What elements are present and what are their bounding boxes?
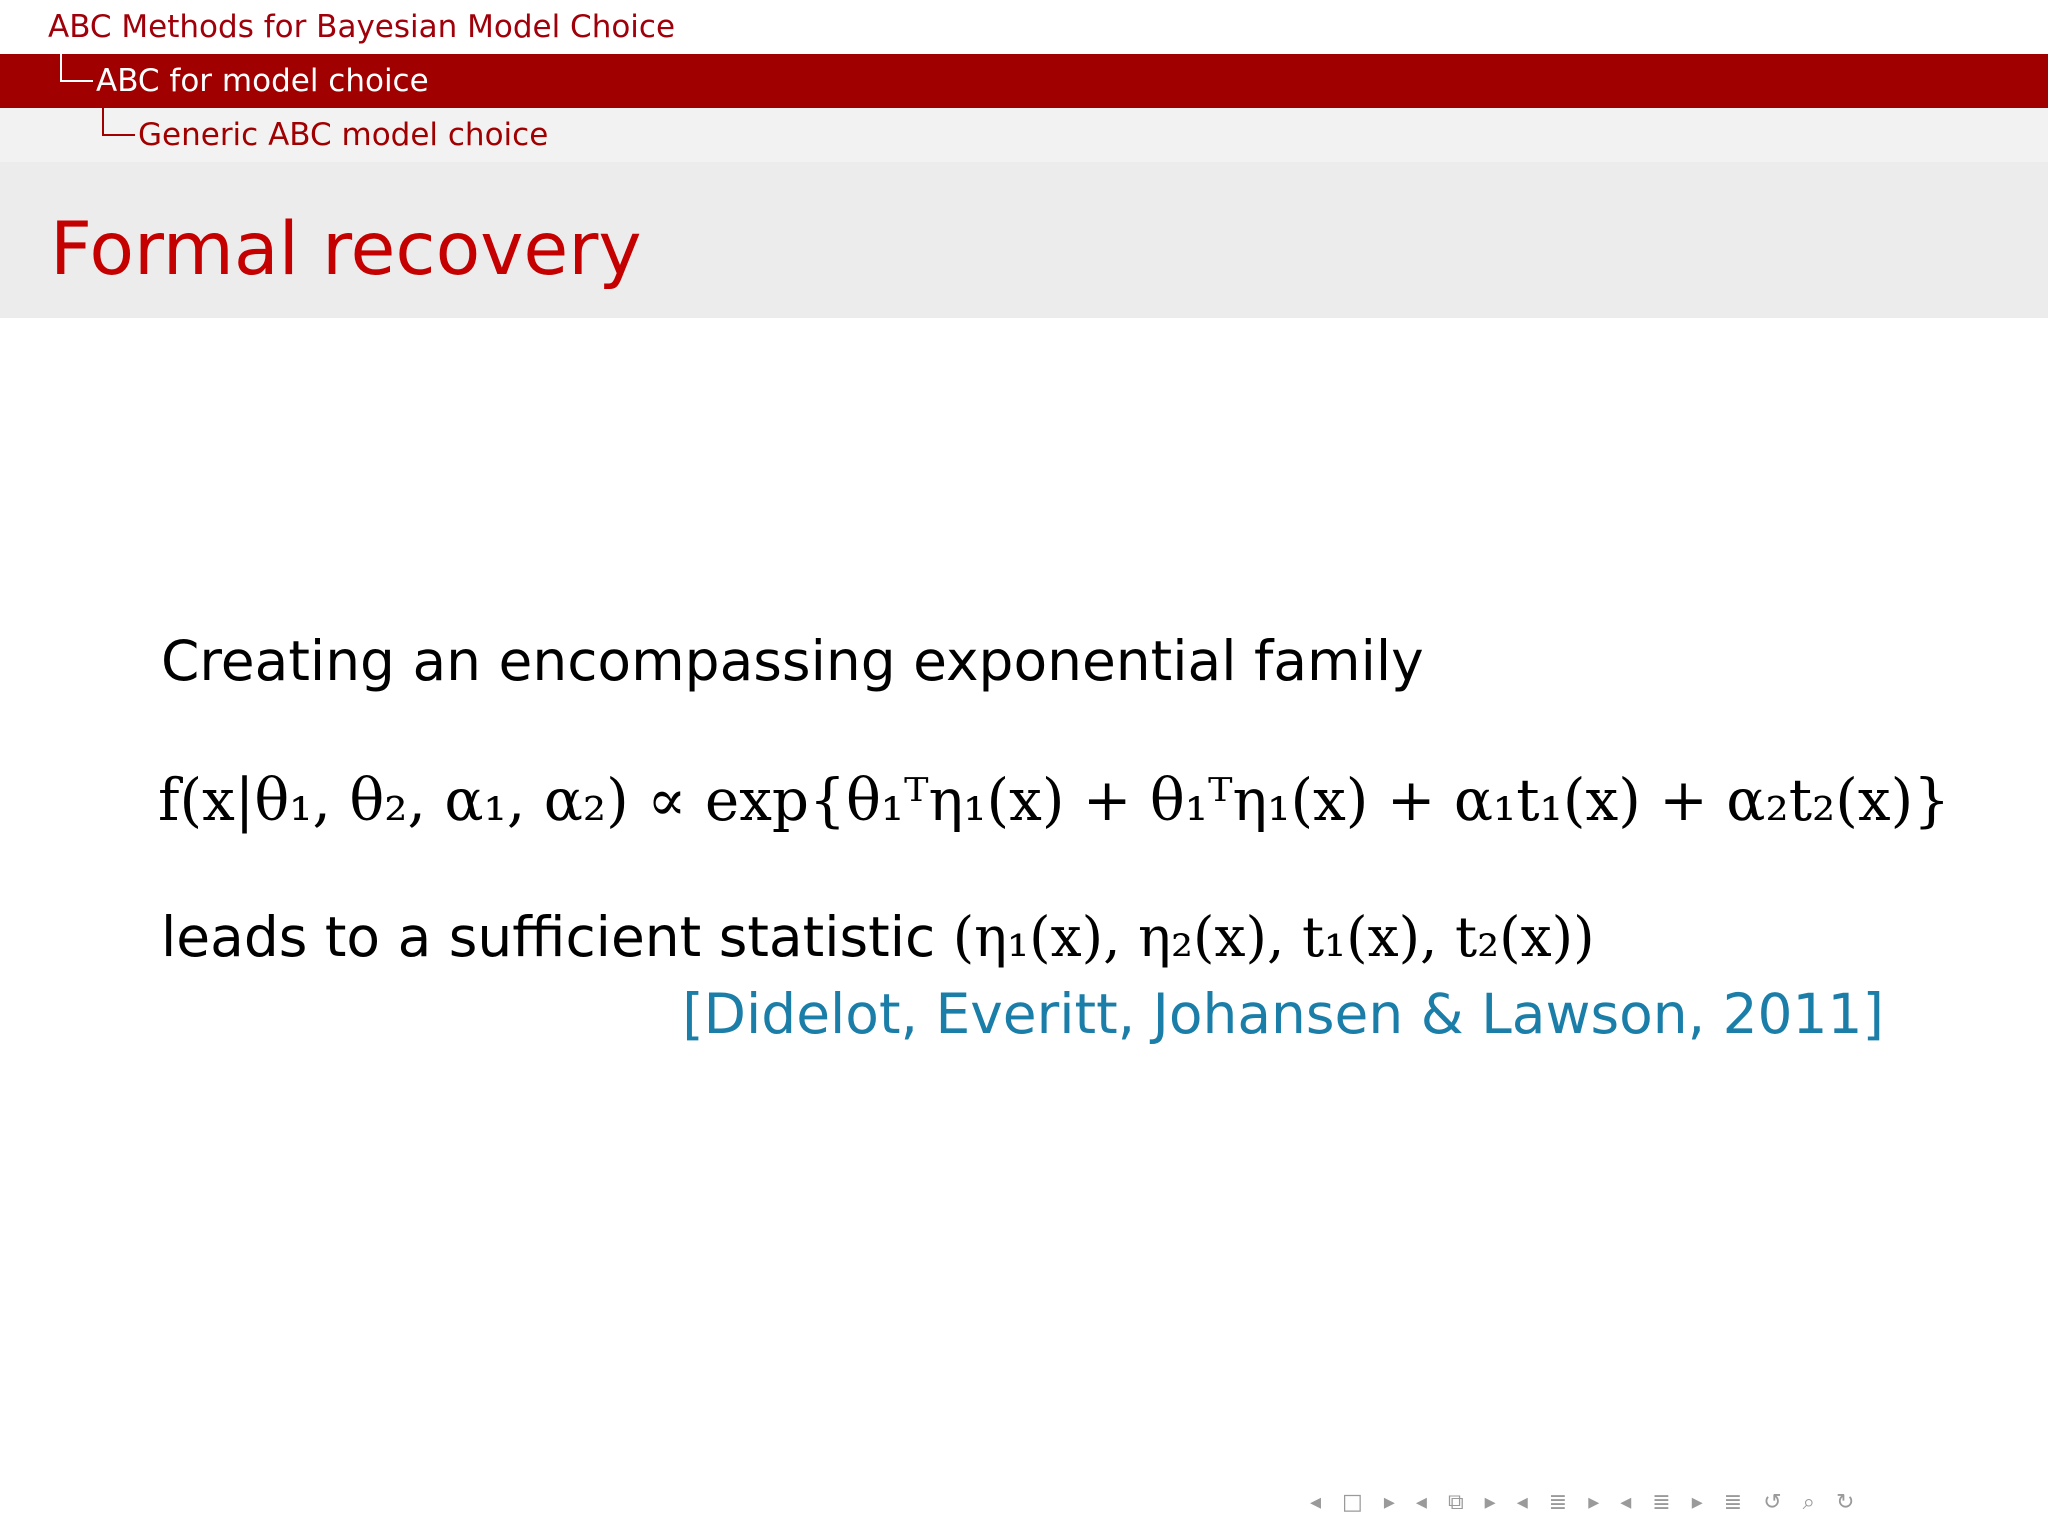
tree-connector — [60, 54, 93, 82]
back-icon[interactable]: ↺ — [1763, 1490, 1782, 1515]
prev-slide-icon[interactable]: ◂ — [1310, 1490, 1322, 1515]
slide-icon[interactable]: □ — [1342, 1490, 1363, 1515]
header-subsection[interactable]: ABC for model choice — [96, 63, 429, 99]
prev-subsection-icon[interactable]: ◂ — [1516, 1490, 1528, 1515]
body-line-1: Creating an encompassing exponential family — [161, 629, 1424, 693]
forward-icon[interactable]: ↻ — [1835, 1490, 1855, 1515]
next-subsection-icon[interactable]: ▸ — [1588, 1490, 1600, 1515]
frame-title: Formal recovery — [50, 207, 642, 292]
beamer-navigation-bar — [1310, 1490, 2030, 1522]
body-line-3 — [161, 906, 1595, 968]
next-section-icon[interactable]: ▸ — [1691, 1490, 1703, 1515]
exponential-family-formula: f(x|θ₁, θ₂, α₁, α₂) ∝ exp{θ₁ᵀη₁(x) + θ₁ᵀη₁(x) + α₁t₁(x) + α₂t₂(x)} — [158, 766, 1951, 834]
sufficient-statistic-formula: (η₁(x), η₂(x), t₁(x), t₂(x)) — [952, 905, 1595, 969]
frame-title-bar — [0, 162, 2048, 318]
frame-icon[interactable]: ⧉ — [1447, 1490, 1464, 1515]
document-icon[interactable]: ≣ — [1723, 1490, 1743, 1515]
header-subsection-row — [0, 54, 2048, 108]
header-subsubsection-row — [0, 108, 2048, 162]
search-icon[interactable]: ⌕ — [1802, 1490, 1815, 1515]
next-frame-icon[interactable]: ▸ — [1484, 1490, 1496, 1515]
subsection-icon[interactable]: ≣ — [1548, 1490, 1568, 1515]
citation[interactable]: [Didelot, Everitt, Johansen & Lawson, 2011] — [682, 982, 1884, 1046]
section-icon[interactable]: ≣ — [1652, 1490, 1671, 1515]
prev-section-icon[interactable]: ◂ — [1620, 1490, 1632, 1515]
tree-connector — [102, 108, 135, 136]
body-line-3-text: leads to a sufficient statistic — [161, 905, 936, 969]
header-section[interactable]: ABC Methods for Bayesian Model Choice — [48, 9, 676, 45]
prev-frame-icon[interactable]: ◂ — [1415, 1490, 1427, 1515]
header-section-row — [0, 0, 2048, 54]
header-subsubsection[interactable]: Generic ABC model choice — [138, 117, 549, 153]
next-slide-icon[interactable]: ▸ — [1383, 1490, 1395, 1515]
